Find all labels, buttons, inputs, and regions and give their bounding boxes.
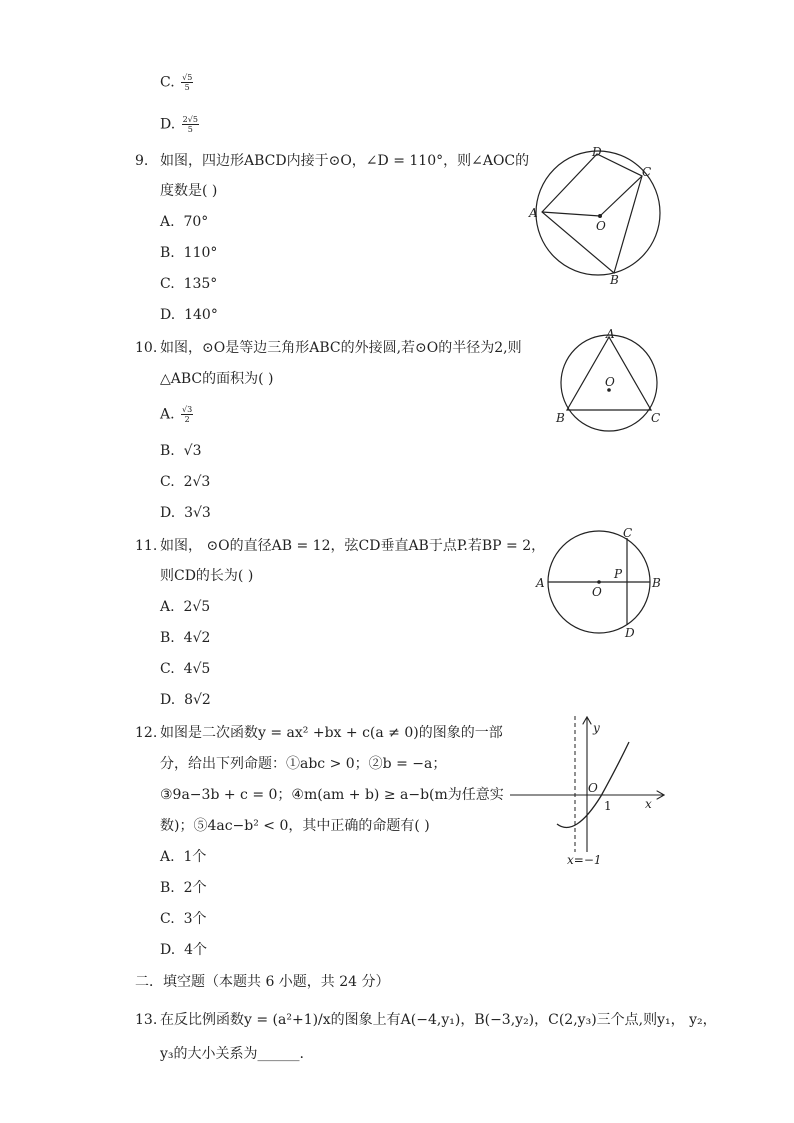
q11-number: 11. xyxy=(135,538,158,554)
q12-option-c xyxy=(160,910,207,928)
option-letter: A. xyxy=(160,849,175,865)
option-text: 2个 xyxy=(183,880,207,896)
q8-option-d-letter: D. xyxy=(160,116,176,133)
option-text: 1个 xyxy=(183,849,207,865)
q11-center-dot xyxy=(597,580,601,584)
q12-stem-line3: ③9a−3b + c = 0；④m(am + b) ≥ a−b(m为任意实 xyxy=(160,787,504,803)
q12-label-axis: x=−1 xyxy=(567,853,602,867)
q10-label-a: A xyxy=(606,327,615,341)
q10-option-d xyxy=(160,504,211,522)
q9-stem-line1: 如图，四边形ABCD内接于⊙O，∠D = 110°，则∠AOC的 xyxy=(160,153,530,169)
q8-option-d-value: $\frac{2√5}{5}$ xyxy=(182,115,198,134)
q12-figure xyxy=(505,712,675,872)
q10-stem-line1: 如图，⊙O是等边三角形ABC的外接圆,若⊙O的半径为2,则 xyxy=(160,340,522,356)
q12-stem-line1: 如图是二次函数y = ax² +bx + c(a ≠ 0)的图象的一部 xyxy=(160,725,503,741)
option-letter: B. xyxy=(160,245,175,261)
q10-option-c xyxy=(160,473,210,491)
option-text: 4个 xyxy=(184,942,208,958)
q9-segment-ao xyxy=(542,212,600,216)
option-letter: C. xyxy=(160,911,175,927)
option-letter: A. xyxy=(160,406,175,423)
option-letter: C. xyxy=(160,474,175,490)
q8-option-c-letter: C. xyxy=(160,74,175,91)
q10-label-c: C xyxy=(651,411,661,425)
section-heading: 二．填空题（本题共 6 小题，共 24 分） xyxy=(135,974,390,990)
q11-label-o: O xyxy=(592,585,602,599)
q11-stem-line1: 如图， ⊙O的直径AB = 12，弦CD垂直AB于点P.若BP = 2， xyxy=(160,538,546,554)
q9-label-c: C xyxy=(642,165,652,179)
q12-number: 12. xyxy=(135,725,158,741)
q9-option-a xyxy=(160,213,208,231)
option-text: 3个 xyxy=(183,911,207,927)
option-letter: C. xyxy=(160,276,175,292)
q9-option-c xyxy=(160,275,217,293)
q11-label-a: A xyxy=(536,576,545,590)
q12-label-x: x xyxy=(645,797,652,811)
q13-stem-line1: 在反比例函数y = (a²+1)/x的图象上有A(−4,y₁)，B(−3,y₂)，C(2,y₃)三个点,则y₁， y₂， xyxy=(160,1012,717,1028)
q9-option-d xyxy=(160,306,218,324)
option-letter: D. xyxy=(160,692,176,708)
q9-label-b: B xyxy=(610,273,619,287)
option-text: √3 xyxy=(183,443,202,459)
q12-stem-line2: 分，给出下列命题：①abc > 0；②b = −a； xyxy=(160,756,447,772)
q11-label-c: C xyxy=(623,526,633,540)
option-letter: B. xyxy=(160,443,175,459)
q11-option-b xyxy=(160,629,210,647)
q9-figure xyxy=(520,140,670,290)
q9-option-b xyxy=(160,244,217,262)
q12-label-one: 1 xyxy=(604,799,612,813)
q10-option-b xyxy=(160,442,201,460)
option-letter: B. xyxy=(160,630,175,646)
option-text: 110° xyxy=(183,245,218,261)
option-text: 3√3 xyxy=(184,505,211,521)
q11-label-b: B xyxy=(652,576,661,590)
q11-label-p: P xyxy=(614,567,623,581)
option-letter: C. xyxy=(160,661,175,677)
option-letter: A. xyxy=(160,214,175,230)
q12-option-b xyxy=(160,879,207,897)
option-letter: D. xyxy=(160,505,176,521)
option-text: 2√3 xyxy=(183,474,211,490)
option-text: $\frac{√3}{2}$ xyxy=(182,405,193,424)
option-letter: D. xyxy=(160,942,176,958)
option-letter: A. xyxy=(160,599,175,615)
q10-option-a xyxy=(160,405,195,424)
q12-label-y: y xyxy=(593,721,600,735)
q11-option-c xyxy=(160,660,210,678)
q9-number: 9. xyxy=(135,153,149,169)
option-text: 70° xyxy=(183,214,209,230)
q10-number: 10. xyxy=(135,340,158,356)
q10-stem-line2: △ABC的面积为( ) xyxy=(160,371,274,387)
q10-label-b: B xyxy=(556,411,565,425)
q10-triangle xyxy=(567,337,651,410)
q9-label-o: O xyxy=(596,219,606,233)
q8-option-c xyxy=(160,73,195,92)
q12-option-a xyxy=(160,848,206,866)
q13-stem-line2: y₃的大小关系为______. xyxy=(160,1046,304,1062)
option-text: 2√5 xyxy=(183,599,211,615)
option-text: 135° xyxy=(183,276,218,292)
q9-label-d: D xyxy=(592,145,602,159)
option-text: 8√2 xyxy=(184,692,211,708)
q10-figure xyxy=(550,328,670,438)
option-letter: B. xyxy=(160,880,175,896)
q9-label-a: A xyxy=(529,206,538,220)
q12-label-o: O xyxy=(588,781,598,795)
q8-option-c-value: $\frac{√5}{5}$ xyxy=(182,73,193,92)
q8-option-d xyxy=(160,115,201,134)
option-text: 140° xyxy=(184,307,218,323)
q11-figure xyxy=(530,522,670,647)
q11-option-a xyxy=(160,598,210,616)
option-text: 4√2 xyxy=(183,630,211,646)
q12-option-d xyxy=(160,941,207,959)
q11-option-d xyxy=(160,691,211,709)
q10-label-o: O xyxy=(605,375,615,389)
q12-stem-line4: 数)；⑤4ac−b² < 0，其中正确的命题有( ) xyxy=(160,818,430,834)
option-text: 4√5 xyxy=(183,661,211,677)
q11-stem-line2: 则CD的长为( ) xyxy=(160,568,254,584)
q9-center-dot xyxy=(598,214,602,218)
q13-number: 13. xyxy=(135,1012,158,1028)
option-letter: D. xyxy=(160,307,176,323)
q11-label-d: D xyxy=(625,626,635,640)
q9-stem-line2: 度数是( ) xyxy=(160,183,218,199)
